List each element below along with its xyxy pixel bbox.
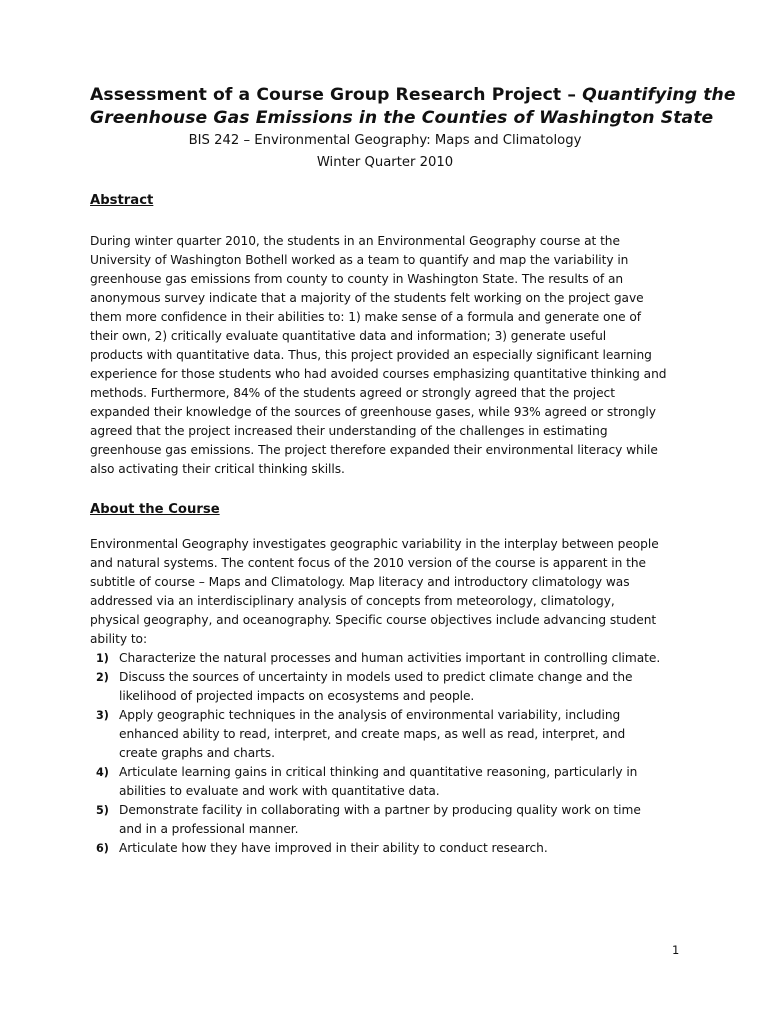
objective-text: Discuss the sources of uncertainty in models used to predict climate change and the — [119, 670, 633, 684]
objective-number: 3) — [96, 709, 109, 722]
objective-text: and in a professional manner. — [119, 822, 299, 836]
title-italic-text: Quantifying the — [582, 85, 736, 105]
objective-text: enhanced ability to read, interpret, and create maps, as well as read, interpret, and — [119, 727, 626, 741]
objective-number: 4) — [96, 766, 109, 779]
abstract-line: their own, 2) critically evaluate quantitative data and information; 3) generate useful — [90, 329, 607, 343]
objective-text: abilities to evaluate and work with quantitative data. — [119, 784, 440, 798]
about-line: ability to: — [90, 632, 148, 646]
objective-text: create graphs and charts. — [119, 746, 275, 760]
title-italic-text-2: Greenhouse Gas Emissions in the Counties of Washington State — [90, 108, 714, 128]
objective-number: 2) — [96, 671, 109, 684]
objective-text: Demonstrate facility in collaborating with a partner by producing quality work on time — [119, 803, 641, 817]
term: Winter Quarter 2010 — [316, 155, 454, 170]
abstract-line: University of Washington Bothell worked as a team to quantify and map the variability in — [90, 253, 629, 267]
abstract-line: agreed that the project increased their understanding of the challenges in estimating — [90, 424, 608, 438]
objective-text: Articulate how they have improved in their ability to conduct research. — [119, 841, 548, 855]
about-line: and natural systems. The content focus of the 2010 version of the course is apparent in the — [90, 556, 646, 570]
objective-number: 5) — [96, 804, 109, 817]
objective-number: 1) — [96, 652, 109, 665]
course-name: BIS 242 – Environmental Geography: Maps and Climatology — [188, 133, 582, 148]
about-line: physical geography, and oceanography. Specific course objectives include advancing student — [90, 613, 657, 627]
objective-text: Articulate learning gains in critical thinking and quantitative reasoning, particularly in — [119, 765, 638, 779]
objective-text: Apply geographic techniques in the analysis of environmental variability, including — [119, 708, 621, 722]
abstract-line: expanded their knowledge of the sources of greenhouse gases, while 93% agreed or strongly — [90, 405, 656, 419]
objective-text: Characterize the natural processes and human activities important in controlling climate. — [119, 651, 661, 665]
abstract-line: greenhouse gas emissions. The project therefore expanded their environmental literacy while — [90, 443, 658, 457]
about-course-heading: About the Course — [90, 502, 220, 517]
abstract-line: experience for those students who had avoided courses emphasizing quantitative thinking and — [90, 367, 667, 381]
abstract-line: them more confidence in their abilities to: 1) make sense of a formula and generate one of — [90, 310, 642, 324]
objective-number: 6) — [96, 842, 109, 855]
about-line: Environmental Geography investigates geographic variability in the interplay between people — [90, 537, 659, 551]
about-line: addressed via an interdisciplinary analysis of concepts from meteorology, climatology, — [90, 594, 615, 608]
about-line: subtitle of course – Maps and Climatology. Map literacy and introductory climatology was — [90, 575, 630, 589]
abstract-line: greenhouse gas emissions from county to county in Washington State. The results of an — [90, 272, 624, 286]
page-number: 1 — [672, 943, 680, 957]
title-block — [90, 84, 736, 174]
abstract-line: anonymous survey indicate that a majority of the students felt working on the project gave — [90, 291, 644, 305]
abstract-line: also activating their critical thinking skills. — [90, 462, 345, 476]
abstract-line: methods. Furthermore, 84% of the students agreed or strongly agreed that the project — [90, 386, 615, 400]
abstract-heading: Abstract — [90, 193, 154, 208]
document-title-line-2 — [90, 107, 714, 130]
document-title-line-1 — [90, 84, 736, 107]
title-regular-text: Assessment of a Course Group Research Project – — [90, 85, 583, 105]
abstract-line: products with quantitative data. Thus, this project provided an especially significant learning — [90, 348, 652, 362]
abstract-line: During winter quarter 2010, the students in an Environmental Geography course at the — [90, 234, 620, 248]
objective-text: likelihood of projected impacts on ecosystems and people. — [119, 689, 475, 703]
